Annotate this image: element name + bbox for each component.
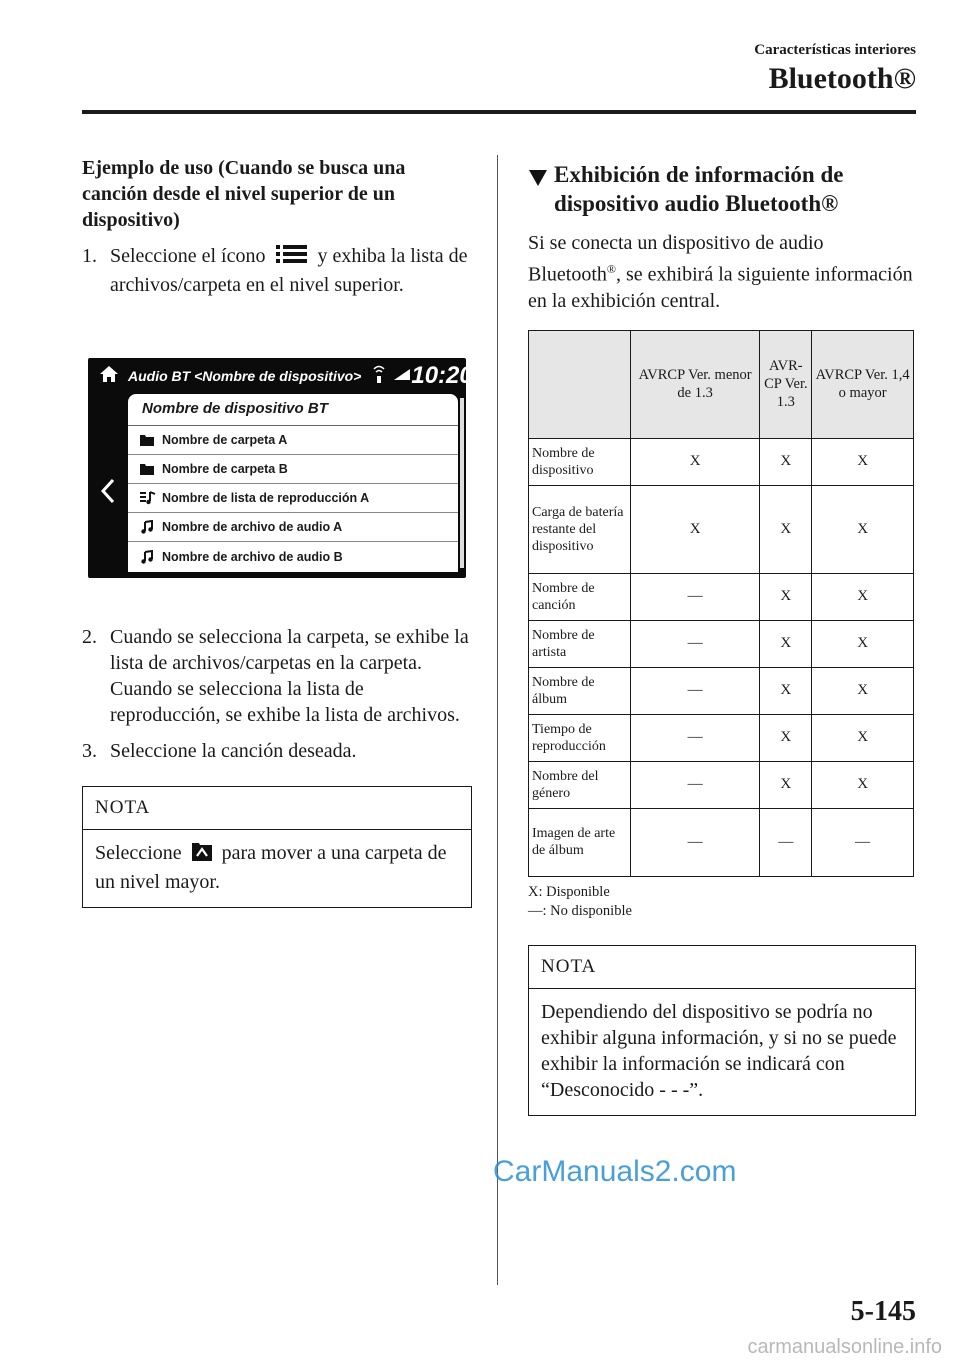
- example-heading: Ejemplo de uso (Cuando se busca una canción desde el nivel superior de un dispositivo): [82, 157, 406, 231]
- step-text: Seleccione la canción deseada.: [110, 740, 357, 762]
- step-number: 3.: [82, 740, 97, 762]
- table-row: Nombre de álbum — X X: [529, 667, 914, 714]
- playlist-icon: [140, 491, 162, 505]
- list-item[interactable]: Nombre de carpeta B: [128, 455, 458, 484]
- watermark: CarManuals2.com: [493, 1155, 737, 1188]
- note-text: para mover a una carpeta de un nivel mayor.: [95, 842, 447, 893]
- step-text: y exhiba la lista de archivos/carpeta en el nivel superior.: [110, 245, 468, 296]
- note-text: Seleccione: [95, 842, 182, 865]
- list-item[interactable]: Nombre de archivo de audio B: [128, 542, 458, 571]
- scrollbar[interactable]: [460, 398, 464, 568]
- left-column: [82, 155, 472, 908]
- step-3: [82, 738, 472, 764]
- table-header-cell: AVRCP Ver. menor de 1.3: [630, 330, 760, 438]
- folder-up-icon: [191, 840, 213, 869]
- back-icon[interactable]: [100, 478, 116, 509]
- file-list-panel: [128, 394, 458, 572]
- table-row: Nombre de canción — X X: [529, 573, 914, 620]
- device-name-header: Nombre de dispositivo BT: [128, 394, 458, 426]
- table-row: Carga de batería restante del dispositivo X X X: [529, 485, 914, 573]
- table-row: Tiempo de reproducción — X X: [529, 714, 914, 761]
- table-legend: X: Disponible —: No disponible: [528, 883, 632, 919]
- home-icon[interactable]: [98, 364, 120, 389]
- right-column: [528, 160, 916, 1116]
- column-divider: [497, 155, 498, 1285]
- screen-title: Audio BT <Nombre de dispositivo>: [128, 368, 362, 384]
- info-table: [528, 330, 914, 877]
- step-text: Cuando se selecciona la carpeta, se exhibe la lista de archivos/carpetas en la carpeta. Cuando se selecciona la lista de reproducción, se exhibe la lista de archivos.: [110, 626, 469, 726]
- list-item[interactable]: Nombre de archivo de audio A: [128, 513, 458, 542]
- header-rule: [82, 110, 916, 114]
- step-number: 1.: [82, 245, 97, 267]
- header-title: Bluetooth®: [768, 62, 916, 95]
- folder-icon: [140, 434, 162, 446]
- page-number: 5-145: [850, 1296, 916, 1327]
- step-2: [82, 624, 472, 728]
- triangle-bullet-icon: [528, 165, 548, 194]
- intro-paragraph: Si se conecta un dispositivo de audio Bluetooth®, se exhibirá la siguiente información en la exhibición central.: [528, 232, 913, 312]
- signal-strength-icon: [393, 367, 411, 386]
- table-row: Nombre del género — X X: [529, 761, 914, 808]
- screen-clock: 10:20: [411, 362, 473, 389]
- list-item[interactable]: Nombre de carpeta A: [128, 426, 458, 455]
- table-row: Nombre de dispositivo X X X: [529, 438, 914, 485]
- list-item[interactable]: Nombre de lista de reproducción A: [128, 484, 458, 513]
- list-icon: [275, 243, 309, 272]
- table-row: Nombre de artista — X X: [529, 620, 914, 667]
- note-box-right: [528, 945, 916, 1116]
- table-header-row: [529, 330, 914, 438]
- screen-status-bar: [88, 358, 473, 394]
- note-label: NOTA: [529, 946, 915, 989]
- music-note-icon: [140, 520, 162, 534]
- table-row: Imagen de arte de álbum — — —: [529, 808, 914, 876]
- step-text: Seleccione el ícono: [110, 245, 266, 268]
- table-header-cell: AVR-CP Ver. 1.3: [760, 330, 812, 438]
- folder-icon: [140, 463, 162, 475]
- display-screen: [88, 358, 473, 578]
- table-header-cell: [529, 330, 631, 438]
- step-number: 2.: [82, 626, 97, 648]
- section-heading: Exhibición de información de dispositivo audio Bluetooth®: [528, 160, 916, 218]
- bluetooth-signal-icon: [371, 363, 387, 390]
- music-note-icon: [140, 550, 162, 564]
- note-box-left: [82, 786, 472, 908]
- note-text: Dependiendo del dispositivo se podría no exhibir alguna información, y si no se puede exhibir la información se indicará con “Desconocido - - -”.: [541, 1000, 897, 1101]
- header-section: Características interiores: [754, 42, 916, 58]
- step-1: [82, 243, 472, 298]
- note-label: NOTA: [83, 787, 471, 830]
- table-header-cell: AVRCP Ver. 1,4 o mayor: [812, 330, 914, 438]
- footer-watermark: carmanualsonline.info: [747, 1336, 942, 1358]
